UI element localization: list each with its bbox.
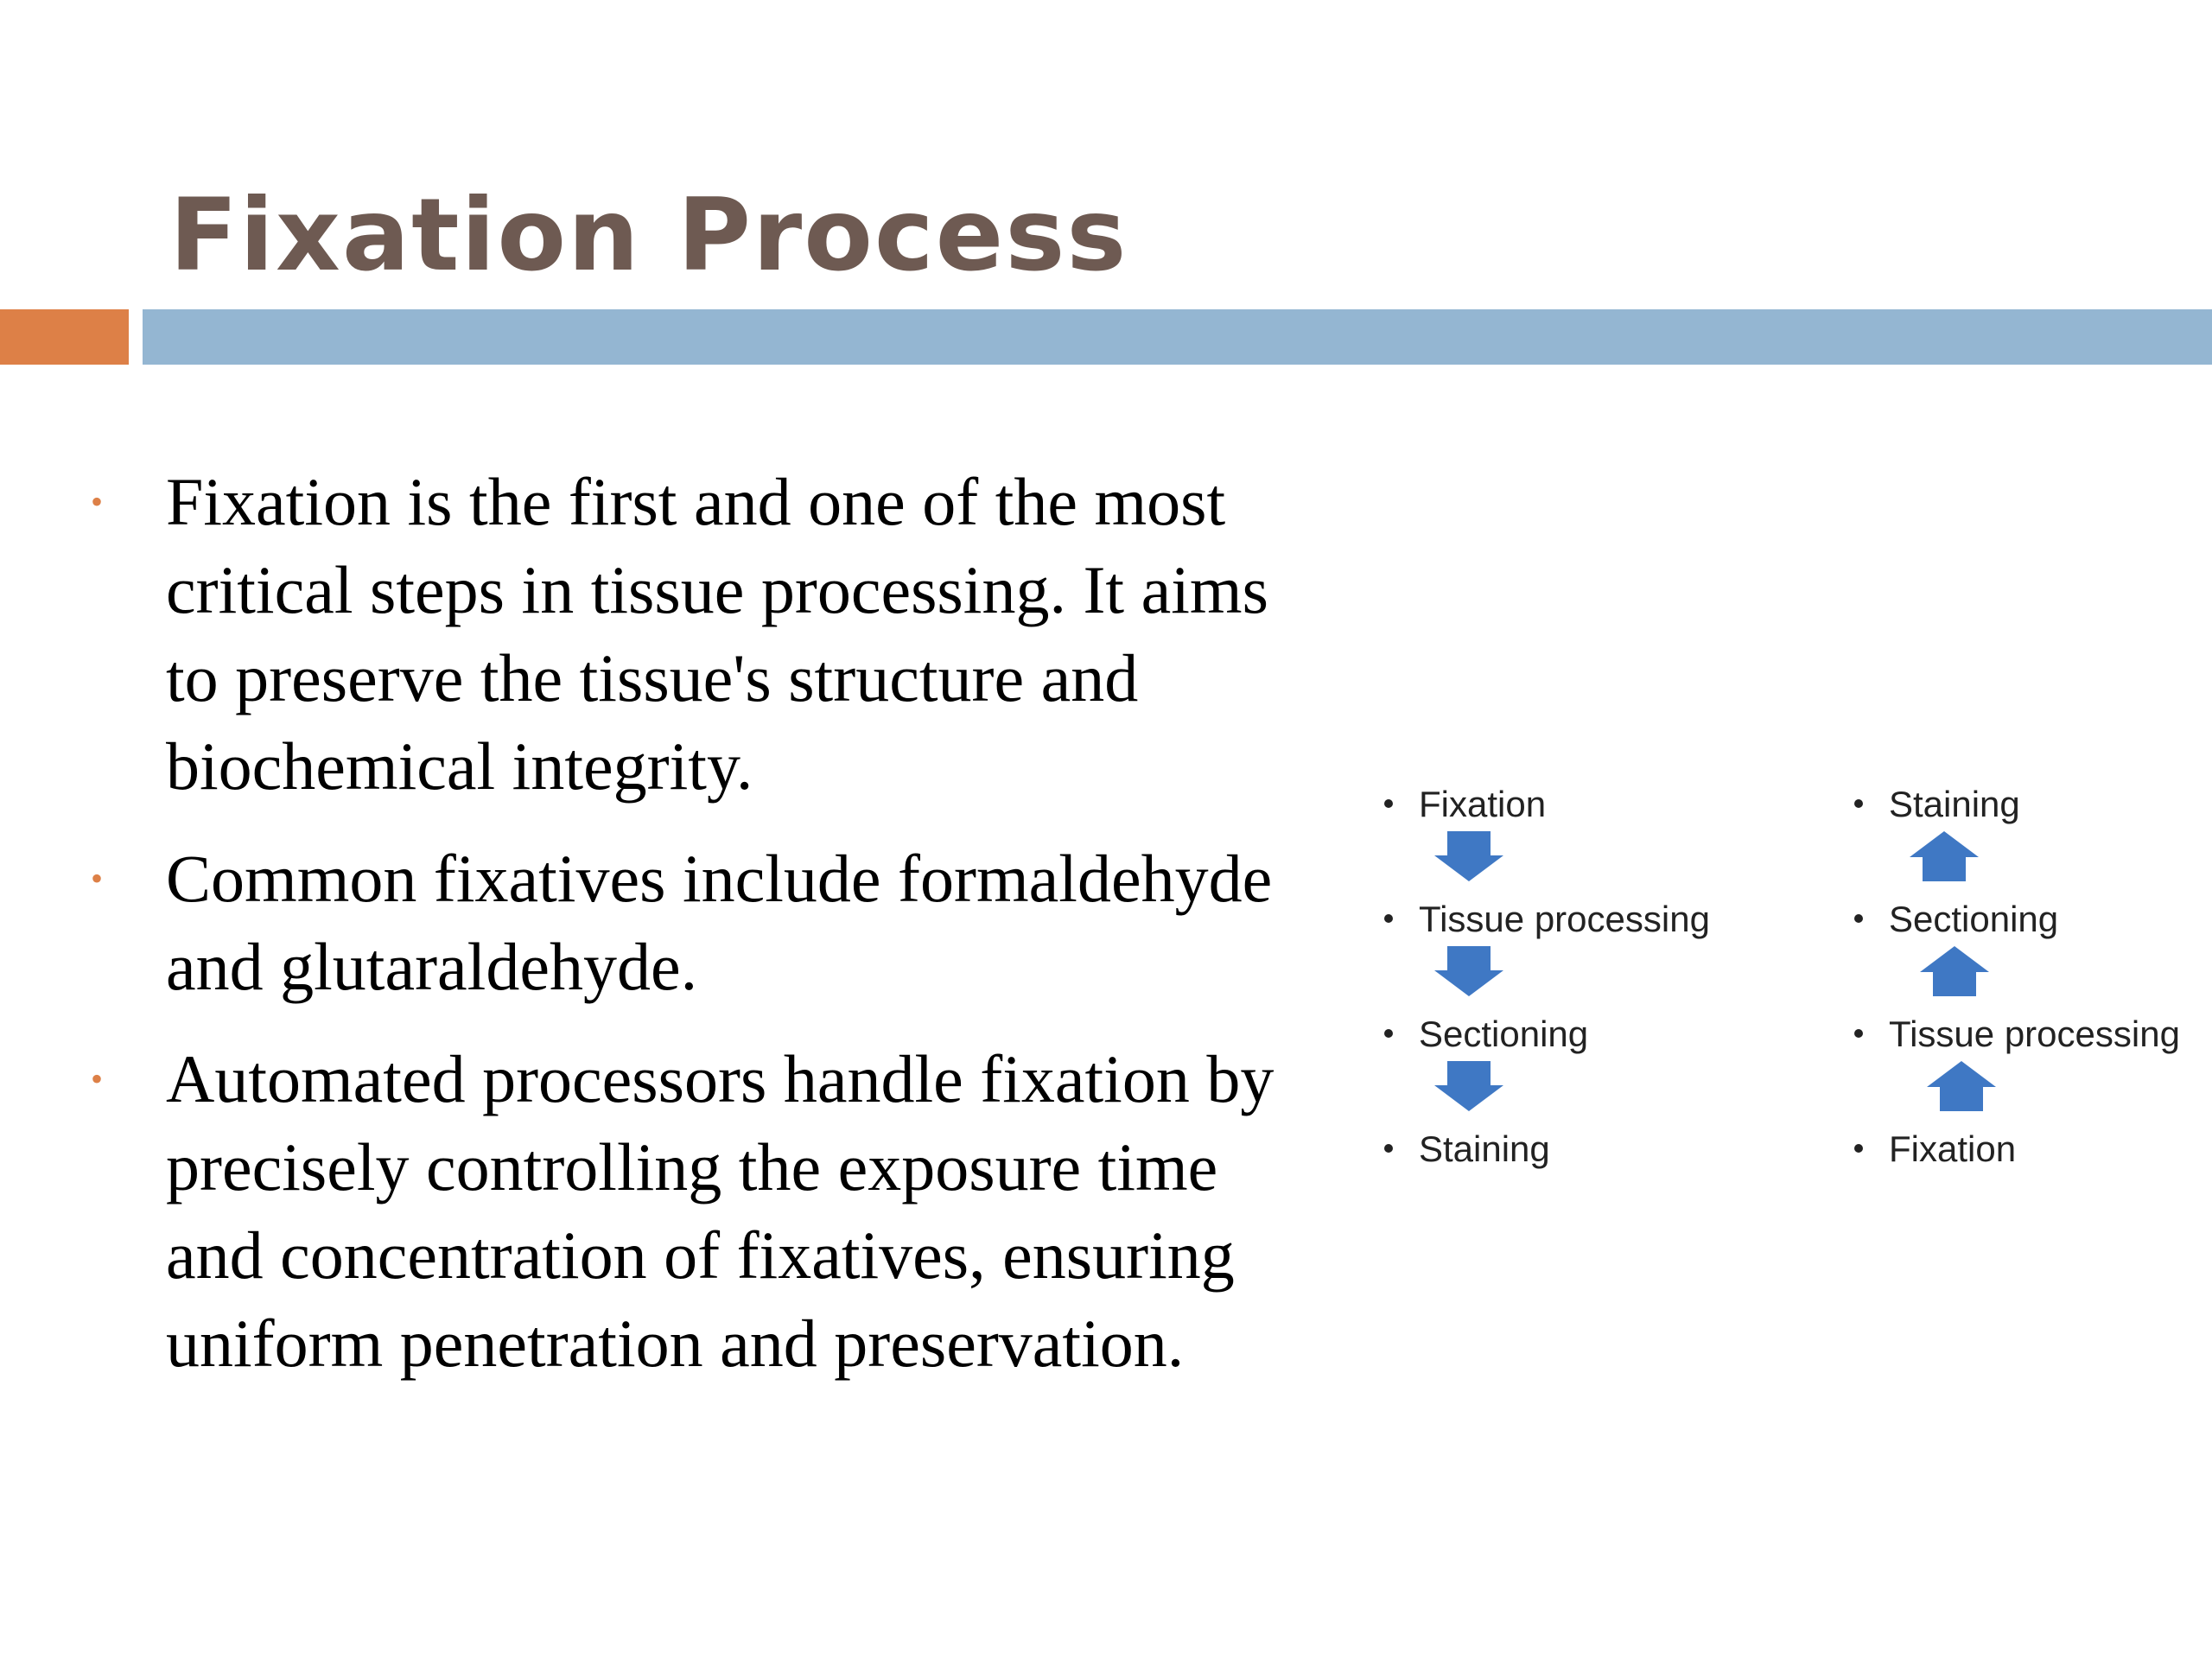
arrow-up-icon [1920, 946, 1989, 996]
bullet-icon: • [90, 482, 103, 521]
slide-title: Fixation Process [169, 177, 1128, 294]
step-bullet-icon [1384, 1029, 1393, 1038]
process-flow-diagram [1365, 769, 2186, 1184]
left-step-1: Fixation [1419, 784, 1547, 824]
left-step-4: Staining [1419, 1128, 1550, 1169]
arrow-up-icon [1910, 831, 1979, 881]
bullet-text: Fixation is the first and one of the most critical steps in tissue processing. It aims to preserve the tissue's structure and biochemical integrity. [166, 464, 1268, 804]
bullet-text: Automated processors handle fixation by precisely controlling the exposure time and concentration of fixatives, ensuring uniform penetration and preservation. [166, 1041, 1274, 1381]
step-bullet-icon [1384, 914, 1393, 923]
bullet-icon: • [90, 1059, 103, 1098]
step-bullet-icon [1854, 1029, 1863, 1038]
bullet-item [79, 1035, 1315, 1388]
title-accent-bar [0, 309, 129, 365]
bullet-icon: • [90, 859, 103, 898]
step-bullet-icon [1854, 1144, 1863, 1153]
step-bullet-icon [1384, 799, 1393, 808]
right-step-1: Staining [1889, 784, 2020, 824]
arrow-down-icon [1434, 831, 1503, 881]
right-step-4: Fixation [1889, 1128, 2017, 1169]
right-step-3: Tissue processing [1889, 1014, 2180, 1054]
bullet-text: Common fixatives include formaldehyde and glutaraldehyde. [166, 841, 1273, 1004]
bullet-item [79, 458, 1315, 810]
step-bullet-icon [1854, 799, 1863, 808]
step-bullet-icon [1854, 914, 1863, 923]
arrow-down-icon [1434, 1061, 1503, 1111]
arrow-up-icon [1927, 1061, 1996, 1111]
left-step-3: Sectioning [1419, 1014, 1589, 1054]
arrow-down-icon [1434, 946, 1503, 996]
step-bullet-icon [1384, 1144, 1393, 1153]
bullet-item [79, 835, 1315, 1011]
title-band [143, 309, 2212, 365]
left-step-2: Tissue processing [1419, 899, 1710, 939]
bullet-list [79, 458, 1315, 1412]
right-step-2: Sectioning [1889, 899, 2059, 939]
